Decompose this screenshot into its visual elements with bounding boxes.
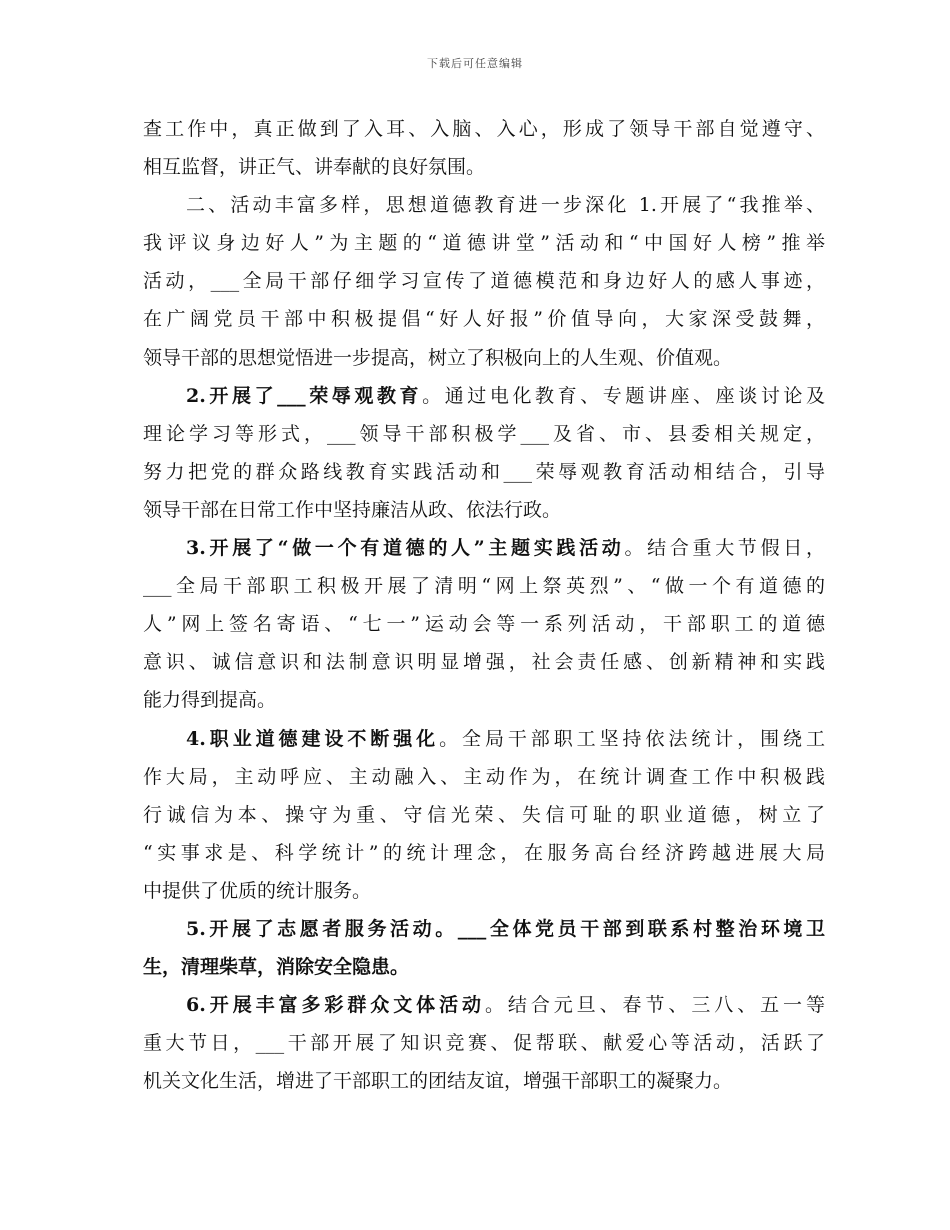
paragraph-line [143,339,825,377]
document-body [143,110,825,1100]
paragraph-line [143,148,825,186]
paragraph-line [143,300,825,338]
line-text: 二、活动丰富多样，思想道德教育进一步深化 1.开展了“我推举、 [186,194,825,217]
item-title: 生，清理柴草，消除安全隐患。 [143,956,410,979]
line-text: 理论学习等形式，___领导干部积极学___及省、市、县委相关规定， [143,422,825,445]
line-text: “实事求是、科学统计”的统计理念，在服务高台经济跨越进展大局 [143,841,825,864]
item-title: 4.职业道德建设不断强化 [186,727,440,750]
paragraph-line [143,224,825,262]
item-title: 2.开展了___荣辱观教育 [186,384,423,407]
line-text: 在广阔党员干部中积极提倡“好人好报”价值导向，大家深受鼓舞， [143,308,825,331]
line-text: 努力把党的群众路线教育实践活动和___荣辱观教育活动相结合，引导 [143,460,825,483]
line-text: 能力得到提高。 [143,689,277,712]
item-6-line [143,986,825,1024]
paragraph-line [143,681,825,719]
line-text: 活动，___全局干部仔细学习宣传了道德模范和身边好人的感人事迹， [143,270,825,293]
line-text: 。通过电化教育、专题讲座、座谈讨论及 [422,384,825,407]
paragraph-line [143,834,825,872]
item-2-line [143,377,825,415]
paragraph-line [143,453,825,491]
item-5-line [143,910,825,948]
line-text: 意识、诚信意识和法制意识明显增强，社会责任感、创新精神和实践 [143,651,825,674]
item-3-line [143,529,825,567]
line-text: 。结合元旦、春节、三八、五一等 [484,994,825,1017]
item-4-line [143,720,825,758]
line-text: 领导干部的思想觉悟进一步提高，树立了积极向上的人生观、价值观。 [143,346,733,369]
line-text: 查工作中，真正做到了入耳、入脑、入心，形成了领导干部自觉遵守、 [143,118,825,140]
paragraph-line [143,491,825,529]
item-title: 3.开展了“做一个有道德的人”主题实践活动 [186,537,625,560]
paragraph-line [143,262,825,300]
line-text: 。全局干部职工坚持依法统计，围绕工 [439,727,825,750]
line-text: 人”网上签名寄语、“七一”运动会等一系列活动，干部职工的道德 [143,613,825,636]
paragraph-line [143,758,825,796]
paragraph-line [143,110,825,148]
item-5-line [143,948,825,986]
section-heading-line [143,186,825,224]
item-title: 5.开展了志愿者服务活动。___全体党员干部到联系村整治环境卫 [186,917,825,940]
line-text: 作大局，主动呼应、主动融入、主动作为，在统计调查工作中积极践 [143,765,825,788]
header-note: 下载后可任意编辑 [427,57,523,70]
line-text: 中提供了优质的统计服务。 [143,879,372,902]
line-text: ___全局干部职工积极开展了清明“网上祭英烈”、“做一个有道德的 [143,575,825,598]
paragraph-line [143,415,825,453]
item-title: 6.开展丰富多彩群众文体活动 [186,994,485,1017]
line-text: 我评议身边好人”为主题的“道德讲堂”活动和“中国好人榜”推举 [143,232,825,255]
paragraph-line [143,643,825,681]
line-text: 领导干部在日常工作中坚持廉洁从政、依法行政。 [143,498,562,521]
paragraph-line [143,605,825,643]
line-text: 。结合重大节假日， [624,537,825,560]
paragraph-line [143,567,825,605]
line-text: 机关文化生活，增进了干部职工的团结友谊，增强干部职工的凝聚力。 [143,1070,733,1093]
paragraph-line [143,796,825,834]
line-text: 重大节日，___干部开展了知识竞赛、促帮联、献爱心等活动，活跃了 [143,1032,825,1055]
paragraph-line [143,1062,825,1100]
paragraph-line [143,1024,825,1062]
paragraph-line [143,872,825,910]
line-text: 行诚信为本、操守为重、守信光荣、失信可耻的职业道德，树立了 [143,803,825,826]
line-text: 相互监督，讲正气、讲奉献的良好氛围。 [143,156,486,179]
